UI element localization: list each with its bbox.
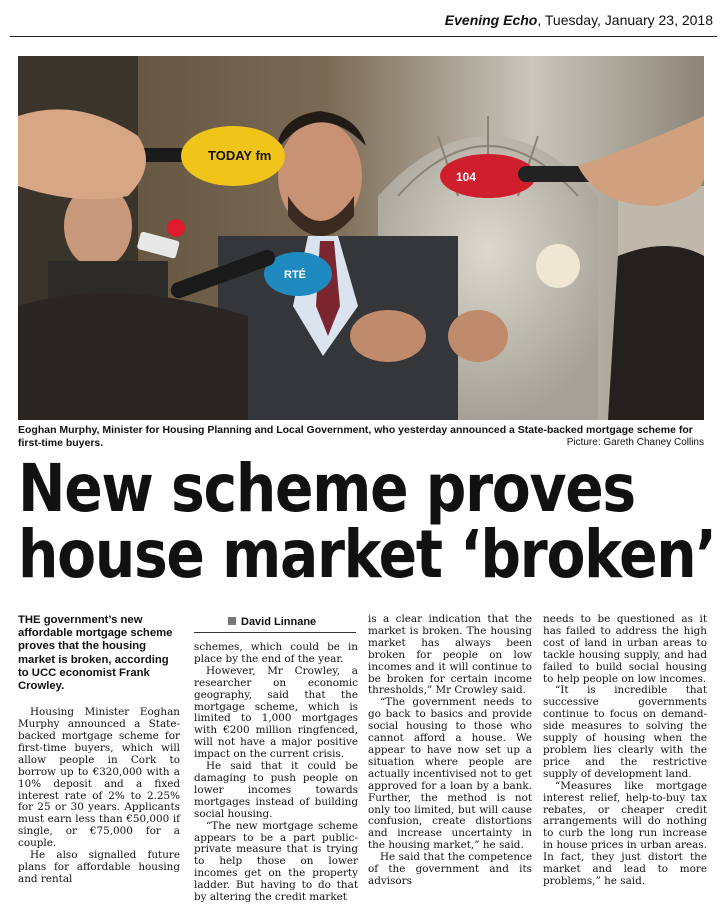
headline-line-1: New scheme proves <box>18 450 635 527</box>
article-column-3 <box>368 614 532 888</box>
masthead-rule <box>10 36 717 37</box>
todayfm-mic-label: TODAY fm <box>208 148 272 163</box>
news-photo <box>18 56 704 420</box>
masthead <box>0 0 727 34</box>
paragraph: “The government needs to go back to basics and provide social housing to those who cannot afford a house. We appear to have now set up a situation where people are actually incentivised not to get approved for a loan by a bank. Further, the method is not only too limited, but will cause confusion, create distortions and increase uncertainty in the housing market,” he said. <box>368 696 532 852</box>
paragraph: He said that the competence of the government and its advisors <box>368 851 532 887</box>
issue-date: , Tuesday, January 23, 2018 <box>537 12 713 28</box>
paragraph: “The new mortgage scheme appears to be a part public-private measure that is trying to help those on lower incomes get on the property ladder. But having to do that by altering the credit market <box>194 819 358 904</box>
paragraph: “It is incredible that successive governments continue to focus on demand-side measures to solving the supply of housing when the problem lies clearly with the price and the restrictive supply of development land. <box>543 684 707 780</box>
photo-credit: Picture: Gareth Chaney Collins <box>566 437 704 448</box>
photo-caption: Eoghan Murphy, Minister for Housing Planning and Local Government, who yesterday announced a State-backed mortgage scheme for first-time buyers. <box>18 424 693 449</box>
paragraph: is a clear indication that the market is broken. The housing market has always been broken for people on low incomes and it will continue to be broken for certain income thresholds,” Mr Crowley said. <box>368 613 532 697</box>
standfirst: THE government’s new affordable mortgage scheme proves that the housing market is broken, according to UCC economist Frank Crowley. <box>18 614 173 693</box>
article-column-2 <box>194 642 358 904</box>
article-column-4 <box>543 614 707 888</box>
paragraph: However, Mr Crowley, a researcher on economic geography, said that the mortgage scheme, which is limited to 1,000 mortgages with €200 million ringfenced, will not have a major positive impact on the current crisis. <box>194 664 358 761</box>
paragraph: He also signalled future plans for affordable housing and rental <box>18 849 180 885</box>
byline-square-icon <box>228 617 236 625</box>
paragraph: “Measures like mortgage interest relief, help-to-buy tax rebates, or cheaper credit arrangements will do nothing to curb the long run increase in house prices in urban areas. In fact, they just distort the market and lead to more problems,” he said. <box>543 779 707 887</box>
station-104-mic-label: 104 <box>456 170 477 184</box>
photo-illustration <box>18 56 704 420</box>
reporter-arm <box>18 293 248 420</box>
paragraph: needs to be questioned as it has failed to address the high cost of land in urban areas to tackle housing supply, and had failed to build social housing to help people on low incomes. <box>543 613 707 685</box>
article-column-1 <box>18 614 180 886</box>
headline-line-2: house market ‘broken’ <box>18 516 716 593</box>
paragraph: schemes, which could be in place by the end of the year. <box>194 641 358 665</box>
lamp <box>536 244 580 288</box>
byline-author: David Linnane <box>241 616 317 628</box>
newspaper-name: Evening Echo <box>444 12 538 28</box>
paragraph: Housing Minister Eoghan Murphy announced a State-backed mortgage scheme for first-time buyers, which will allow people in Cork to borrow up to €320,000 with a 10% deposit and a fixed interest rate of 2% to 2.25% for 25 or 30 years. Applicants must earn less than €50,000 if single, or €75,000 for a couple. <box>18 706 180 850</box>
paragraph: He said that it could be damaging to push people on lower incomes towards mortgages instead of building social housing. <box>194 760 358 820</box>
headline <box>18 450 716 593</box>
rte-mic-label: RTÉ <box>284 269 306 281</box>
byline <box>194 616 356 633</box>
masthead-line <box>445 12 713 28</box>
